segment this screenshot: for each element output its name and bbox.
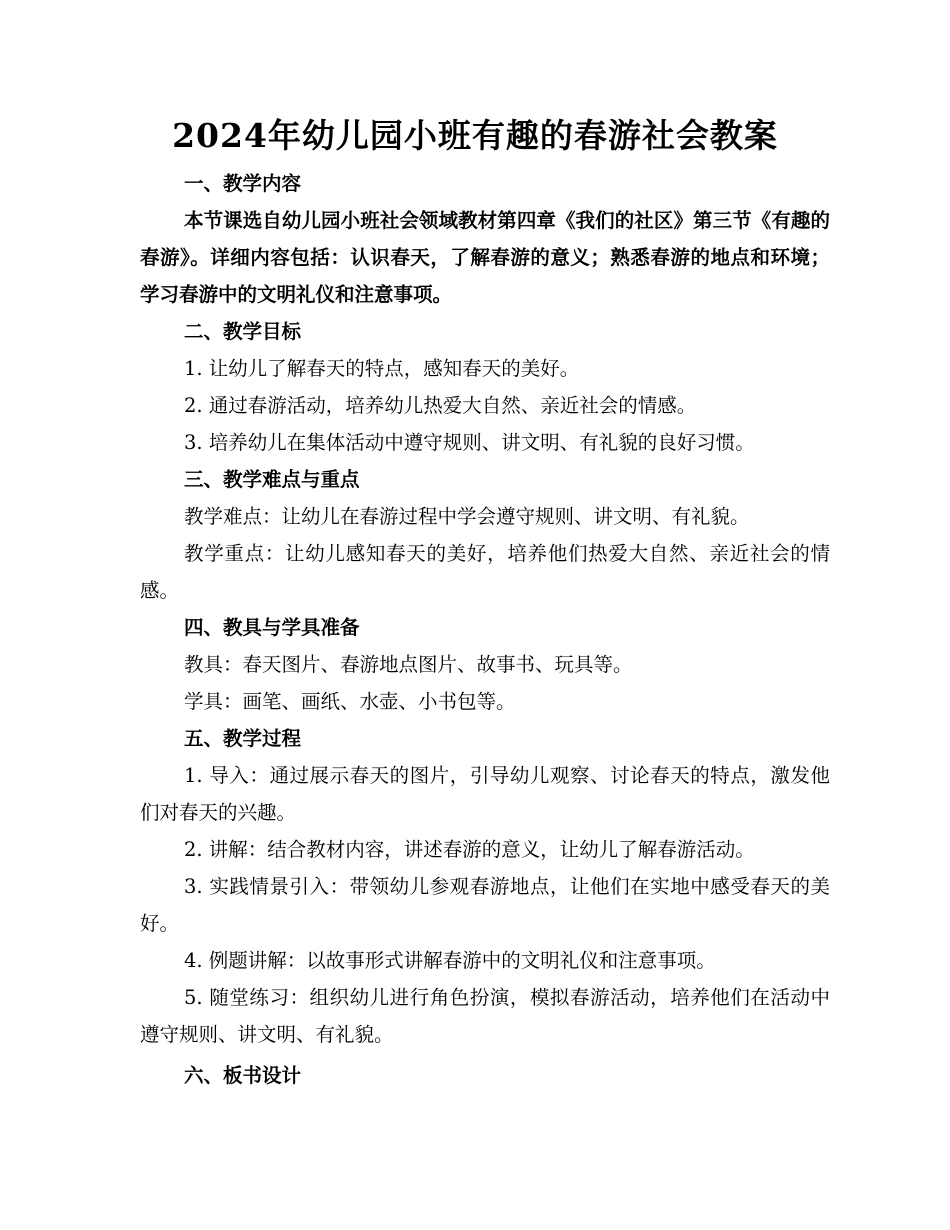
process-step-2: 2. 讲解：结合教材内容，讲述春游的意义，让幼儿了解春游活动。 (184, 838, 755, 861)
difficulty-paragraph: 教学难点：让幼儿在春游过程中学会遵守规则、讲文明、有礼貌。 (184, 505, 750, 528)
document-body (140, 165, 830, 1094)
content-paragraph: 本节课选自幼儿园小班社会领域教材第四章《我们的社区》第三节《有趣的春游》。详细内容包括：认识春天，了解春游的意义；熟悉春游的地点和环境；学习春游中的文明礼仪和注意事项。 (140, 209, 830, 306)
process-step-5: 5. 随堂练习：组织幼儿进行角色扮演，模拟春游活动，培养他们在活动中遵守规则、讲文明、有礼貌。 (140, 986, 830, 1046)
section-heading-difficulties: 三、教学难点与重点 (184, 468, 360, 491)
section-heading-materials: 四、教具与学具准备 (184, 616, 360, 639)
section-heading-board-design: 六、板书设计 (184, 1064, 302, 1087)
learning-tools-paragraph: 学具：画笔、画纸、水壶、小书包等。 (184, 690, 516, 713)
objective-item-2: 2. 通过春游活动，培养幼儿热爱大自然、亲近社会的情感。 (184, 394, 697, 417)
section-heading-process: 五、教学过程 (184, 727, 302, 750)
section-heading-objectives: 二、教学目标 (184, 320, 302, 343)
process-step-1: 1. 导入：通过展示春天的图片，引导幼儿观察、讨论春天的特点，激发他们对春天的兴趣。 (140, 764, 830, 824)
process-step-4: 4. 例题讲解：以故事形式讲解春游中的文明礼仪和注意事项。 (184, 949, 716, 972)
process-step-3: 3. 实践情景引入：带领幼儿参观春游地点，让他们在实地中感受春天的美好。 (140, 875, 830, 935)
teaching-aids-paragraph: 教具：春天图片、春游地点图片、故事书、玩具等。 (184, 653, 633, 676)
objective-item-1: 1. 让幼儿了解春天的特点，感知春天的美好。 (184, 357, 580, 380)
document-title: 2024年幼儿园小班有趣的春游社会教案 (172, 116, 778, 155)
section-heading-content: 一、教学内容 (184, 172, 302, 195)
objective-item-3: 3. 培养幼儿在集体活动中遵守规则、讲文明、有礼貌的良好习惯。 (184, 431, 755, 454)
key-point-paragraph: 教学重点：让幼儿感知春天的美好，培养他们热爱大自然、亲近社会的情感。 (140, 542, 830, 602)
